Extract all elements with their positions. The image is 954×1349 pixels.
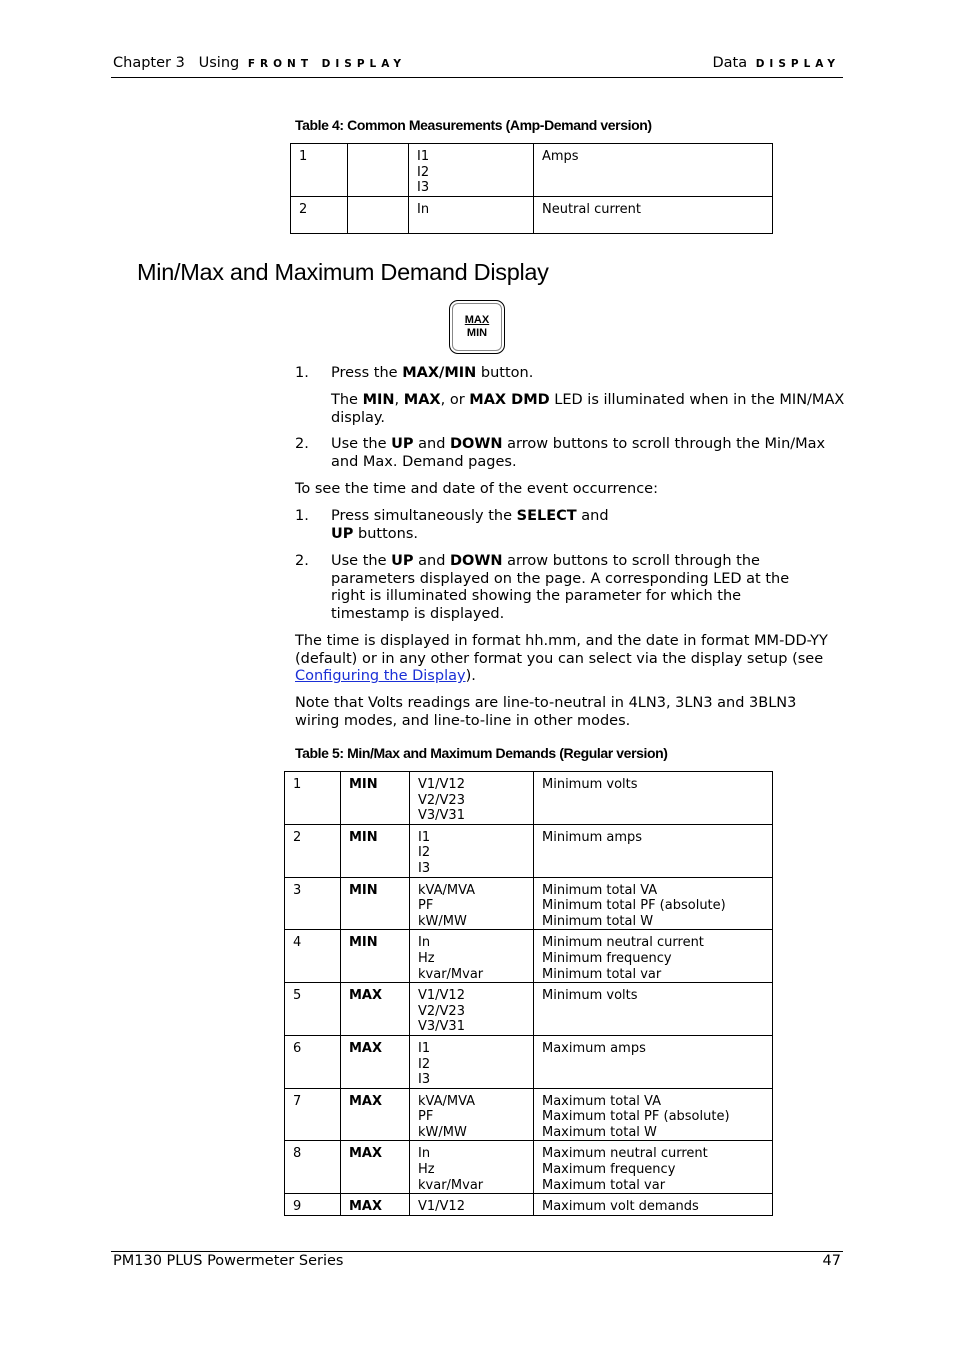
cell-description (534, 1194, 773, 1216)
cell-text: MIN (349, 882, 378, 898)
step-text-part: Use the (331, 553, 392, 569)
cell-text: MIN (349, 777, 378, 792)
cell-mode (341, 824, 410, 877)
cell-text: 7 (293, 1093, 302, 1109)
cell-mode (348, 144, 409, 197)
key-label-max: MAX (464, 314, 490, 326)
cell-text: 2 (293, 829, 302, 845)
cell-description (534, 1035, 773, 1088)
step-text-part: and (413, 436, 451, 452)
step-text-part: Use the (331, 436, 392, 452)
cell-text: I3 (417, 180, 430, 196)
cell-parameters (409, 196, 534, 233)
cell-text: Minimum total W (542, 913, 654, 929)
cell-text: 3 (293, 882, 302, 898)
cell-number (285, 1194, 341, 1216)
cell-text: In (418, 935, 431, 951)
cell-text: 6 (293, 1040, 302, 1056)
header-rule (111, 77, 843, 78)
step-text-part: and (576, 508, 609, 524)
step-bold: DOWN (450, 553, 503, 569)
step-text-part: Press simultaneously the (331, 508, 517, 524)
cell-number (285, 824, 341, 877)
footer-product: PM130 PLUS Powermeter Series (113, 1253, 344, 1269)
cell-text: V1/V12 (418, 777, 465, 792)
cell-text: Minimum frequency (542, 950, 672, 966)
cell-text: V1/V12 (418, 1199, 465, 1215)
table5-caption: Table 5: Min/Max and Maximum Demands (Regular version) (295, 745, 668, 761)
step-text (331, 365, 851, 383)
cell-text: Hz (418, 950, 435, 966)
step-bold: MAX/MIN (402, 365, 477, 381)
cell-parameters (410, 983, 534, 1036)
step-text-part: arrow buttons to scroll through the Min/Max and Max. Demand pages. (331, 436, 826, 470)
cell-parameters (410, 1194, 534, 1216)
running-header-right (712, 55, 840, 71)
table5 (284, 771, 773, 1216)
cell-text: 1 (293, 777, 302, 792)
page-number: 47 (822, 1253, 841, 1269)
cell-text: V2/V23 (418, 1003, 465, 1019)
cell-description (534, 1141, 773, 1194)
cell-text: kW/MW (418, 1124, 467, 1140)
cell-text: kvar/Mvar (418, 1177, 484, 1193)
cell-text: kW/MW (418, 913, 467, 929)
cell-text: Maximum total VA (542, 1093, 661, 1109)
cell-parameters (410, 772, 534, 825)
cell-text: I2 (418, 1056, 431, 1072)
step-bold: UP (391, 436, 414, 452)
cell-text: MAX (349, 1093, 383, 1109)
cell-mode (341, 1194, 410, 1216)
step-number: 1. (295, 508, 309, 524)
cell-text: MAX (349, 1199, 383, 1215)
cell-text: Maximum frequency (542, 1162, 676, 1178)
configuring-display-link[interactable]: Configuring the Display (295, 668, 466, 684)
cell-text: Maximum total var (542, 1177, 666, 1193)
cell-text: I1 (418, 829, 431, 845)
cell-number (285, 877, 341, 930)
cell-text: Minimum total var (542, 966, 662, 982)
step-text-part: buttons. (353, 525, 419, 542)
note-part: LED is illuminated when in the MIN/MAX display. (331, 392, 845, 426)
cell-text: 9 (293, 1199, 302, 1215)
cell-text: Minimum total PF (absolute) (542, 898, 726, 914)
header-data: Data (712, 55, 748, 71)
cell-text: In (417, 201, 430, 217)
cell-text: Maximum total W (542, 1124, 657, 1140)
cell-parameters (410, 930, 534, 983)
cell-parameters (410, 877, 534, 930)
cell-mode (341, 877, 410, 930)
paragraph-text: ). (465, 668, 476, 684)
cell-text: 4 (293, 935, 302, 951)
cell-text: Neutral current (542, 201, 642, 217)
cell-description (534, 144, 773, 197)
table-row (285, 1088, 773, 1141)
cell-text: PF (418, 898, 434, 914)
running-header-left (113, 55, 406, 71)
cell-text: Minimum neutral current (542, 935, 704, 951)
cell-number (285, 930, 341, 983)
step-number: 2. (295, 553, 309, 569)
step-text (331, 436, 851, 471)
cell-text: Minimum amps (542, 829, 643, 845)
cell-text: In (418, 1146, 431, 1162)
table-row (285, 877, 773, 930)
cell-text: MAX (349, 988, 383, 1004)
note-part: The (331, 392, 363, 408)
cell-text: I2 (418, 845, 431, 861)
cell-text: 1 (299, 149, 308, 164)
cell-number (285, 1035, 341, 1088)
table-row (285, 1035, 773, 1088)
step-text-part: arrow buttons to scroll through the parameters displayed on the page. A corresponding LED at the right is illuminated showing the parameter for which the timestamp is displayed. (331, 553, 790, 622)
cell-mode (341, 983, 410, 1036)
table4-caption: Table 4: Common Measurements (Amp-Demand version) (295, 117, 652, 133)
cell-text: kvar/Mvar (418, 966, 484, 982)
cell-text: Minimum total VA (542, 882, 658, 898)
cell-text: kVA/MVA (418, 882, 476, 898)
table-row (291, 144, 773, 197)
cell-text: kVA/MVA (418, 1093, 476, 1109)
table4 (290, 143, 773, 234)
cell-text: Amps (542, 149, 579, 164)
cell-text: Maximum total PF (absolute) (542, 1109, 730, 1125)
cell-text: I3 (418, 860, 431, 876)
time-format-paragraph (295, 633, 843, 686)
step-bold: DOWN (450, 436, 503, 452)
step-number: 2. (295, 436, 309, 452)
cell-text: MAX (349, 1146, 383, 1162)
table-row (285, 772, 773, 825)
cell-text: Minimum volts (542, 777, 638, 792)
cell-text: Maximum amps (542, 1040, 646, 1056)
cell-mode (341, 1088, 410, 1141)
cell-mode (348, 196, 409, 233)
table-row (285, 824, 773, 877)
step-bold: SELECT (516, 508, 577, 524)
note-bold: MAX (403, 392, 441, 408)
max-min-key-icon (449, 300, 505, 354)
cell-text: V3/V31 (418, 1019, 465, 1035)
footer-rule (111, 1251, 843, 1252)
note-bold: MIN (362, 392, 395, 408)
cell-text: I1 (417, 149, 430, 164)
table-row (285, 983, 773, 1036)
cell-description (534, 930, 773, 983)
table-row (291, 196, 773, 233)
cell-text: MIN (349, 935, 378, 951)
cell-description (534, 772, 773, 825)
note-bold: MAX DMD (469, 392, 550, 408)
step-text-part: Press the (331, 365, 403, 381)
cell-mode (341, 772, 410, 825)
cell-text: Maximum neutral current (542, 1146, 708, 1162)
cell-text: 5 (293, 988, 302, 1004)
cell-number (285, 772, 341, 825)
key-label-min: MIN (466, 327, 488, 339)
volts-note-paragraph: Note that Volts readings are line-to-neutral in 4LN3, 3LN3 and 3BLN3 wiring modes, and line-to-line in other modes. (295, 695, 797, 729)
cell-parameters (410, 1035, 534, 1088)
header-front-display: FRONT DISPLAY (247, 58, 406, 70)
header-chapter: Chapter 3 (113, 55, 185, 71)
cell-text: 2 (299, 201, 308, 217)
cell-text: Minimum volts (542, 988, 638, 1004)
cell-number (291, 144, 348, 197)
cell-description (534, 196, 773, 233)
cell-parameters (410, 1088, 534, 1141)
step-bold: UP (331, 525, 354, 542)
cell-text: I1 (418, 1040, 431, 1056)
cell-number (285, 1088, 341, 1141)
cell-text: MAX (349, 1040, 383, 1056)
header-using: Using (198, 55, 240, 71)
step-text-part: and (413, 553, 451, 569)
cell-parameters (409, 144, 534, 197)
section-heading: Min/Max and Maximum Demand Display (137, 259, 549, 285)
step-note (331, 392, 851, 427)
cell-mode (341, 1141, 410, 1194)
step-bold: UP (391, 553, 414, 569)
step-number: 1. (295, 365, 309, 381)
cell-description (534, 877, 773, 930)
cell-description (534, 824, 773, 877)
cell-text: I2 (417, 164, 430, 180)
cell-mode (341, 930, 410, 983)
cell-text: 8 (293, 1146, 302, 1162)
table-row (285, 1141, 773, 1194)
cell-number (291, 196, 348, 233)
cell-parameters (410, 824, 534, 877)
cell-text: MIN (349, 829, 378, 845)
header-display: DISPLAY (755, 58, 840, 70)
cell-text: V3/V31 (418, 808, 465, 824)
cell-text: Maximum volt demands (542, 1199, 699, 1215)
step-text-part: button. (476, 365, 534, 381)
note-part: , (394, 392, 404, 408)
cell-text: Hz (418, 1162, 435, 1178)
cell-text: V1/V12 (418, 988, 465, 1004)
cell-text: I3 (418, 1072, 431, 1088)
cell-number (285, 1141, 341, 1194)
cell-text: V2/V23 (418, 792, 465, 808)
table-row (285, 930, 773, 983)
cell-text: PF (418, 1109, 434, 1125)
cell-description (534, 983, 773, 1036)
step-text (331, 553, 801, 623)
step-text (331, 508, 851, 543)
table-row (285, 1194, 773, 1216)
cell-parameters (410, 1141, 534, 1194)
cell-mode (341, 1035, 410, 1088)
cell-description (534, 1088, 773, 1141)
intro-paragraph: To see the time and date of the event occurrence: (295, 481, 658, 497)
cell-number (285, 983, 341, 1036)
note-part: , or (440, 392, 470, 408)
paragraph-text: The time is displayed in format hh.mm, and the date in format MM-DD-YY (default) or in any other format you can select via the display setup (see (295, 633, 828, 667)
